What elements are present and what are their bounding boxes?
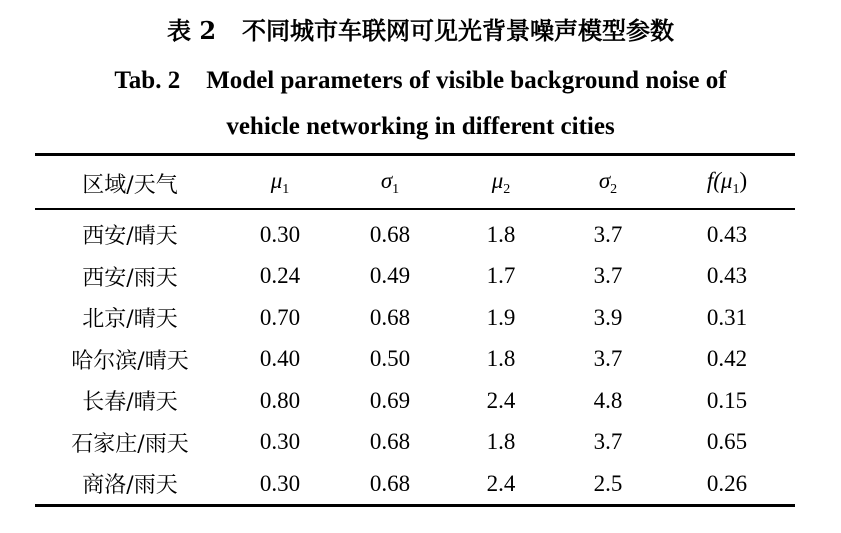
- table-row: [35, 297, 795, 339]
- cell-region: 西安/雨天: [82, 265, 178, 291]
- cell-sigma2: 3.9: [593, 304, 623, 330]
- cell-sigma1: 0.68: [369, 470, 411, 496]
- cell-f-mu1: 0.31: [706, 304, 748, 330]
- english-caption-line-1: [0, 64, 841, 98]
- cell-sigma1: 0.49: [369, 263, 411, 289]
- parameter-table: [35, 156, 795, 505]
- cell-mu1: 0.70: [259, 304, 301, 330]
- cell-f-mu1: 0.43: [706, 263, 748, 289]
- cell-mu1: 0.30: [259, 470, 301, 496]
- header-mu2: $\mu_2$: [491, 168, 511, 197]
- chinese-caption: [0, 14, 841, 48]
- english-caption-line-2: [0, 110, 841, 144]
- cell-mu1: 0.30: [259, 429, 301, 455]
- cell-sigma1: 0.68: [369, 304, 411, 330]
- cell-mu1: 0.40: [259, 346, 301, 372]
- english-caption-text-2: vehicle networking in different cities: [226, 113, 615, 140]
- cell-f-mu1: 0.42: [706, 346, 748, 372]
- header-sigma1: $\sigma_1$: [380, 168, 400, 197]
- cell-region: 哈尔滨/晴天: [71, 348, 189, 374]
- header-mu1: $\mu_1$: [270, 168, 290, 197]
- cell-mu2: 1.8: [486, 346, 516, 372]
- table-row: [35, 339, 795, 381]
- cell-mu1: 0.30: [259, 221, 301, 247]
- cell-f-mu1: 0.65: [706, 429, 748, 455]
- cell-mu2: 1.9: [486, 304, 516, 330]
- cell-sigma1: 0.50: [369, 346, 411, 372]
- cell-region: 北京/晴天: [82, 307, 178, 333]
- cell-mu2: 2.4: [486, 470, 516, 496]
- cell-sigma1: 0.68: [369, 429, 411, 455]
- cell-mu2: 2.4: [486, 387, 516, 413]
- table-row: [35, 256, 795, 298]
- english-caption-text-1: Model parameters of visible background noise of: [206, 67, 727, 94]
- table-row: [35, 463, 795, 505]
- cell-mu1: 0.80: [259, 387, 301, 413]
- cell-f-mu1: 0.15: [706, 387, 748, 413]
- table-row: [35, 422, 795, 464]
- cell-sigma2: 3.7: [593, 221, 623, 247]
- header-region-weather: 区域/天气: [82, 172, 178, 198]
- cell-region: 石家庄/雨天: [71, 431, 189, 457]
- table-row: [35, 210, 795, 256]
- cell-f-mu1: 0.43: [706, 221, 748, 247]
- cell-sigma1: 0.68: [369, 221, 411, 247]
- header-f-mu1: $f(\mu_1)$: [706, 168, 748, 197]
- cell-mu1: 0.24: [259, 263, 301, 289]
- cell-sigma2: 3.7: [593, 429, 623, 455]
- cell-sigma2: 3.7: [593, 346, 623, 372]
- cell-mu2: 1.7: [486, 263, 516, 289]
- cell-sigma2: 4.8: [593, 387, 623, 413]
- table-row: [35, 380, 795, 422]
- cell-sigma1: 0.69: [369, 387, 411, 413]
- chinese-table-label: 表 2: [166, 16, 217, 45]
- table-header-row: [35, 156, 795, 210]
- cell-mu2: 1.8: [486, 221, 516, 247]
- cell-region: 西安/晴天: [82, 224, 178, 250]
- cell-mu2: 1.8: [486, 429, 516, 455]
- cell-region: 长春/晴天: [82, 390, 178, 416]
- cell-f-mu1: 0.26: [706, 470, 748, 496]
- cell-region: 商洛/雨天: [82, 473, 178, 499]
- cell-sigma2: 3.7: [593, 263, 623, 289]
- header-sigma2: $\sigma_2$: [598, 168, 618, 197]
- cell-sigma2: 2.5: [593, 470, 623, 496]
- chinese-caption-text: 不同城市车联网可见光背景噪声模型参数: [242, 16, 675, 45]
- english-table-label: Tab. 2: [114, 67, 181, 94]
